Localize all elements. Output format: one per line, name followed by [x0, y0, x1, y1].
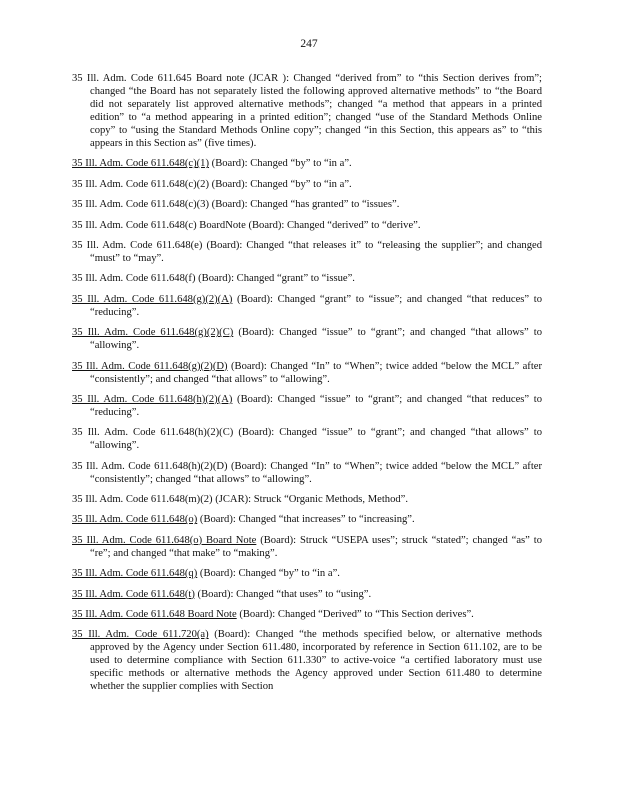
- rule-citation: 35 Ill. Adm. Code 611.648(g)(2)(C): [72, 327, 234, 339]
- rule-citation: 35 Ill. Adm. Code 611.648(c)(3): [72, 199, 210, 211]
- rule-citation: 35 Ill. Adm. Code 611.648(g)(2)(A): [72, 293, 233, 305]
- amendment-text: (Board): Changed “that releases it” to “releasing the supplier”; and changed “must” to “may”.: [90, 239, 542, 264]
- amendment-entry: [72, 219, 542, 232]
- rule-citation: 35 Ill. Adm. Code 611.648(t): [72, 588, 195, 600]
- rule-citation: 35 Ill. Adm. Code 611.648(h)(2)(C): [72, 427, 234, 439]
- amendment-entry: [72, 198, 542, 211]
- amendment-entry: [72, 72, 542, 150]
- rule-citation: 35 Ill. Adm. Code 611.648(o): [72, 514, 198, 526]
- amendment-text: Changed “derived from” to “this Section derives from”; changed “the Board has not separately listed the following approved alternative methods” to “the Board did not separately list approved alternative methods”; changed “a method that appears in a printed edition” to “a method appearing in a printed edition”; changed “use of the Standard Methods Online copy” to “using the Standard Methods Online copy”; changed “in this Section, this appears as” to “this appears in this Section as” (five times).: [90, 73, 542, 149]
- amendment-entry: [72, 513, 542, 526]
- amendment-entry: [72, 608, 542, 621]
- amendment-text: (Board): Changed “issue” to “grant”; and changed “that reduces” to “reducing”.: [90, 393, 543, 418]
- amendment-text: (Board): Changed “grant” to “issue”.: [195, 273, 355, 285]
- rule-citation: 35 Ill. Adm. Code 611.648(g)(2)(D): [72, 360, 228, 372]
- amendment-text: (Board): Changed “that increases” to “increasing”.: [197, 514, 415, 526]
- rule-citation: 35 Ill. Adm. Code 611.648(f): [72, 273, 196, 285]
- amendment-entry: [72, 534, 542, 560]
- amendment-entry: [72, 178, 542, 191]
- amendment-entry: [72, 272, 542, 285]
- amendment-text: (Board): Changed “has granted” to “issues”.: [209, 199, 400, 211]
- amendment-text: (Board): Changed “the methods specified below, or alternative methods approved by the Agency under Section 611.480, incorporated by reference in Section 611.102, are to be used to determine compliance with Section 611.330” to active-voice “a certified laboratory must use specific methods or alternative methods the Agency approved under Section 611.480 to determine whether the supplier complies with Section: [90, 629, 542, 693]
- rule-citation: 35 Ill. Adm. Code 611.720(a): [72, 629, 209, 641]
- amendment-text: (JCAR): Struck “Organic Methods, Method”.: [212, 494, 409, 506]
- amendment-text: (Board): Changed “issue” to “grant”; and changed “that allows” to “allowing”.: [90, 427, 542, 452]
- amendment-entry: [72, 360, 542, 386]
- amendment-text: (Board): Changed “grant” to “issue”; and changed “that reduces” to “reducing”.: [90, 293, 543, 318]
- amendment-entry: [72, 567, 542, 580]
- amendment-entry: [72, 628, 542, 693]
- amendment-entry: [72, 239, 542, 265]
- amendment-entry: [72, 393, 542, 419]
- amendment-entry: [72, 426, 542, 452]
- rule-citation: 35 Ill. Adm. Code 611.648(o) Board Note: [72, 534, 257, 546]
- amendment-entry: [72, 460, 542, 486]
- rule-citation: 35 Ill. Adm. Code 611.648(h)(2)(A): [72, 393, 233, 405]
- amendment-entry: [72, 293, 542, 319]
- rule-citation: 35 Ill. Adm. Code 611.648(e): [72, 239, 203, 251]
- amendment-text: (Board): Changed “that uses” to “using”.: [194, 588, 372, 600]
- amendment-text: (Board): Changed “Derived” to “This Section derives”.: [236, 609, 474, 621]
- amendment-list: [72, 72, 542, 701]
- amendment-text: (Board): Changed “In” to “When”; twice added “below the MCL” after “consistently”; and changed “that allows” to “allowing”.: [90, 360, 542, 385]
- amendment-text: (Board): Changed “by” to “in a”.: [209, 158, 352, 170]
- rule-citation: 35 Ill. Adm. Code 611.645 Board note (JCAR ):: [72, 73, 290, 84]
- amendment-entry: [72, 326, 542, 352]
- rule-citation: 35 Ill. Adm. Code 611.648(h)(2)(D): [72, 460, 228, 472]
- amendment-text: (Board): Changed “In” to “When”; twice added “below the MCL” after “consistently”; changed “that allows” to “allowing”.: [90, 460, 542, 485]
- amendment-entry: [72, 493, 542, 506]
- rule-citation: 35 Ill. Adm. Code 611.648(c)(2): [72, 178, 210, 190]
- rule-citation: 35 Ill. Adm. Code 611.648(q): [72, 568, 198, 580]
- amendment-text: (Board): Changed “derived” to “derive”.: [245, 219, 421, 231]
- page-number: 247: [300, 38, 318, 50]
- amendment-entry: [72, 588, 542, 601]
- amendment-text: (Board): Changed “by” to “in a”.: [197, 568, 340, 580]
- rule-citation: 35 Ill. Adm. Code 611.648(m)(2): [72, 494, 213, 506]
- rule-citation: 35 Ill. Adm. Code 611.648 Board Note: [72, 609, 237, 621]
- amendment-text: (Board): Changed “by” to “in a”.: [209, 178, 352, 190]
- amendment-text: (Board): Struck “USEPA uses”; struck “stated”; changed “as” to “re”; and changed “that make” to “making”.: [90, 534, 542, 559]
- rule-citation: 35 Ill. Adm. Code 611.648(c) BoardNote: [72, 219, 246, 231]
- rule-citation: 35 Ill. Adm. Code 611.648(c)(1): [72, 158, 210, 170]
- amendment-entry: [72, 157, 542, 170]
- amendment-text: (Board): Changed “issue” to “grant”; and changed “that allows” to “allowing”.: [90, 327, 542, 352]
